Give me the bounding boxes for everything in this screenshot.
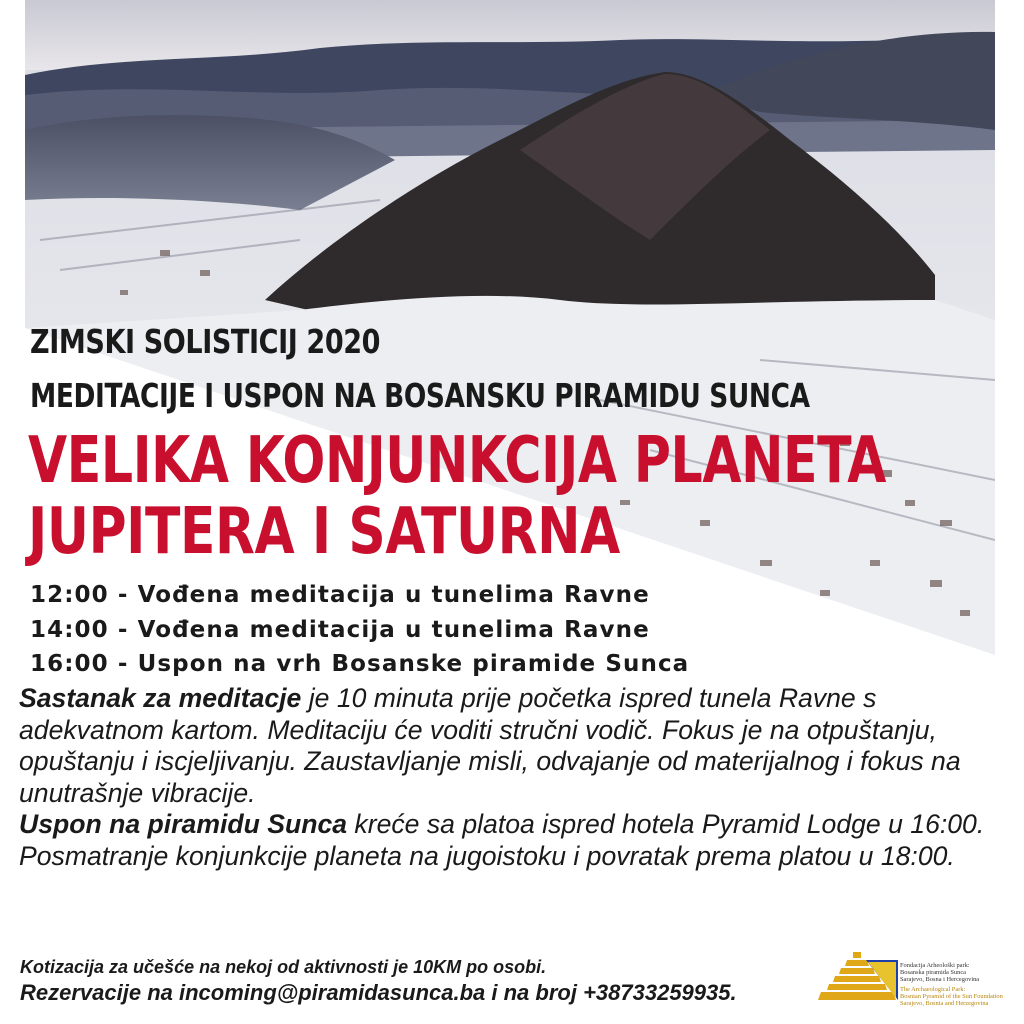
event-subtitle: MEDITACIJE I USPON NA BOSANSKU PIRAMIDU SUNCA xyxy=(30,376,810,415)
climb-heading: Uspon na piramidu Sunca xyxy=(19,809,348,839)
fee-note: Kotizacija za učešće na nekoj od aktivnosti je 10KM po osobi. xyxy=(20,957,547,977)
climb-text: kreće sa platoa ispred hotela Pyramid Lodge u 16:00. Posmatranje konjunkcije planeta na jugoistoku i povratak prema platou u 18:00. xyxy=(19,809,985,871)
logo-caption-line: The Archaeological Park: xyxy=(900,986,966,993)
schedule-list xyxy=(30,578,689,682)
schedule-item: 12:00 - Vođena meditacija u tunelima Ravne xyxy=(30,582,650,608)
logo-caption-line: Fondacija Arheološki park: xyxy=(900,962,970,969)
meditation-heading: Sastanak za meditacje xyxy=(19,683,302,713)
schedule-item: 16:00 - Uspon na vrh Bosanske piramide Sunca xyxy=(30,651,690,677)
logo-caption-english xyxy=(900,986,1003,1007)
logo-caption-line: Bosnian Pyramid of the Sun Foundation xyxy=(900,993,1003,1000)
event-title: ZIMSKI SOLISTICIJ 2020 xyxy=(30,322,381,361)
logo-caption-line: Sarajevo, Bosna i Hercegovina xyxy=(900,976,980,983)
meditation-text: je 10 minuta prije početka ispred tunela Ravne s adekvatnom kartom. Meditaciju će voditi stručni vodič. Fokus je na otpuštanju, opuštanju i iscjeljivanju. Zaustavljanje misli, odvajanje od materijalnog i fokus na unutrašnje vibracije. xyxy=(19,683,961,808)
logo-caption-local xyxy=(900,962,979,983)
headline-line-2: JUPITERA I SATURNA xyxy=(28,495,620,569)
logo-caption-line: Sarajevo, Bosnia and Herzegovina xyxy=(900,1000,989,1007)
headline-line-1: VELIKA KONJUNKCIJA PLANETA xyxy=(28,424,887,498)
reservation-contact: Rezervacije na incoming@piramidasunca.ba i na broj +38733259935. xyxy=(20,980,737,1005)
schedule-item: 14:00 - Vođena meditacija u tunelima Ravne xyxy=(30,616,650,643)
logo-caption-line: Bosanska piramida Sunca xyxy=(900,969,967,976)
description xyxy=(19,683,1009,872)
